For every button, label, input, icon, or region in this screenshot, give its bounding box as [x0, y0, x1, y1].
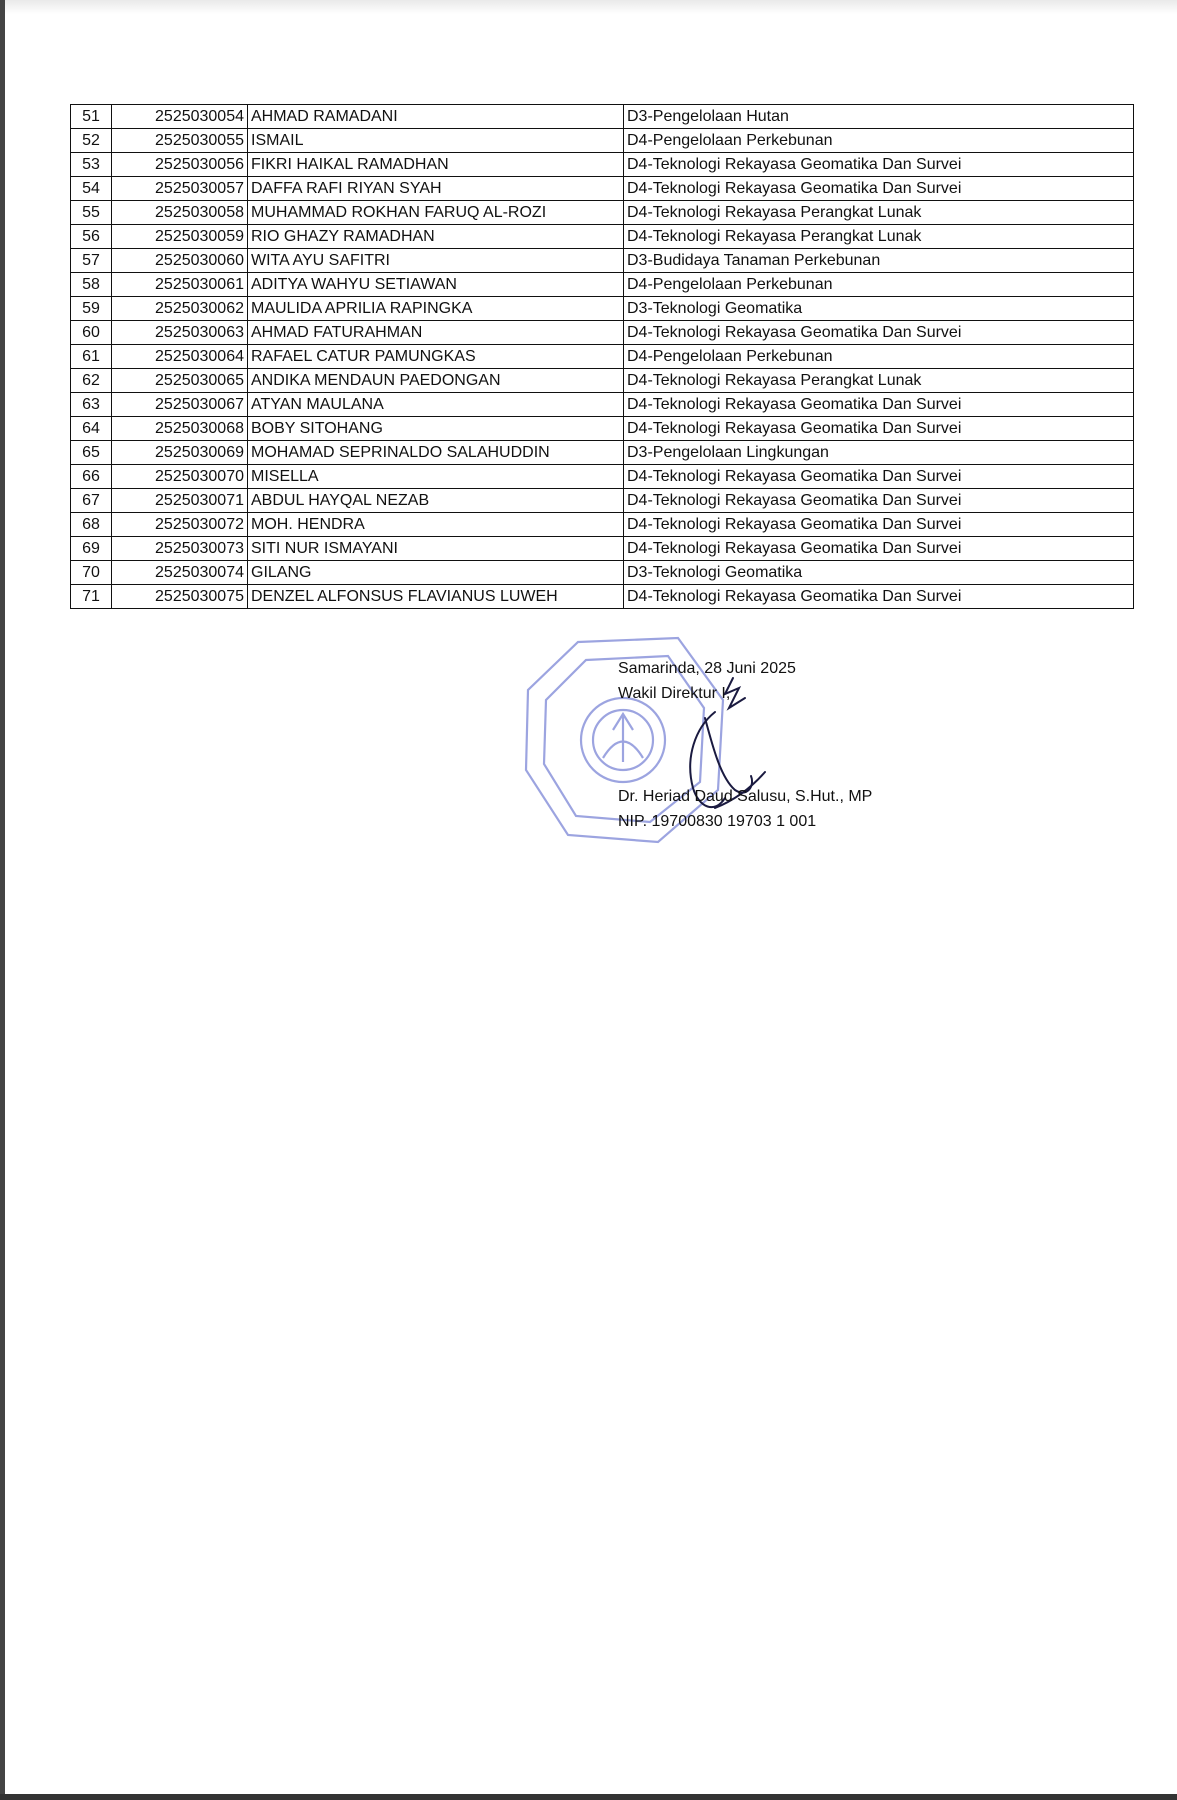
study-program: D4-Teknologi Rekayasa Perangkat Lunak	[624, 369, 1134, 393]
row-number: 55	[71, 201, 112, 225]
table-row	[71, 585, 1134, 609]
student-id: 2525030057	[112, 177, 248, 201]
signatory-nip: NIP. 19700830 19703 1 001	[618, 813, 817, 830]
student-id: 2525030067	[112, 393, 248, 417]
row-number: 58	[71, 273, 112, 297]
study-program: D4-Teknologi Rekayasa Geomatika Dan Survei	[624, 417, 1134, 441]
signature-space	[618, 706, 872, 784]
study-program: D4-Teknologi Rekayasa Geomatika Dan Survei	[624, 585, 1134, 609]
student-id: 2525030061	[112, 273, 248, 297]
study-program: D4-Pengelolaan Perkebunan	[624, 345, 1134, 369]
study-program: D4-Teknologi Rekayasa Perangkat Lunak	[624, 201, 1134, 225]
study-program: D4-Teknologi Rekayasa Geomatika Dan Survei	[624, 465, 1134, 489]
row-number: 54	[71, 177, 112, 201]
student-name: MUHAMMAD ROKHAN FARUQ AL-ROZI	[248, 201, 624, 225]
student-name: DAFFA RAFI RIYAN SYAH	[248, 177, 624, 201]
study-program: D4-Teknologi Rekayasa Geomatika Dan Survei	[624, 153, 1134, 177]
roster-body	[71, 105, 1134, 609]
row-number: 62	[71, 369, 112, 393]
row-number: 66	[71, 465, 112, 489]
row-number: 57	[71, 249, 112, 273]
study-program: D4-Teknologi Rekayasa Geomatika Dan Survei	[624, 513, 1134, 537]
table-row	[71, 153, 1134, 177]
table-row	[71, 225, 1134, 249]
signatory-name: Dr. Heriad Daud Salusu, S.Hut., MP	[618, 788, 873, 805]
table-row	[71, 513, 1134, 537]
student-name: MISELLA	[248, 465, 624, 489]
table-row	[71, 465, 1134, 489]
study-program: D3-Teknologi Geomatika	[624, 561, 1134, 585]
student-name: FIKRI HAIKAL RAMADHAN	[248, 153, 624, 177]
table-row	[71, 369, 1134, 393]
row-number: 64	[71, 417, 112, 441]
student-id: 2525030054	[112, 105, 248, 129]
student-id: 2525030060	[112, 249, 248, 273]
row-number: 60	[71, 321, 112, 345]
student-name: RAFAEL CATUR PAMUNGKAS	[248, 345, 624, 369]
table-row	[71, 537, 1134, 561]
table-row	[71, 441, 1134, 465]
student-name: MOHAMAD SEPRINALDO SALAHUDDIN	[248, 441, 624, 465]
student-id: 2525030071	[112, 489, 248, 513]
table-row	[71, 345, 1134, 369]
study-program: D3-Budidaya Tanaman Perkebunan	[624, 249, 1134, 273]
student-name: MOH. HENDRA	[248, 513, 624, 537]
student-id: 2525030074	[112, 561, 248, 585]
student-id: 2525030070	[112, 465, 248, 489]
student-id: 2525030073	[112, 537, 248, 561]
row-number: 71	[71, 585, 112, 609]
table-row	[71, 105, 1134, 129]
study-program: D4-Pengelolaan Perkebunan	[624, 129, 1134, 153]
row-number: 67	[71, 489, 112, 513]
table-row	[71, 393, 1134, 417]
row-number: 51	[71, 105, 112, 129]
table-row	[71, 177, 1134, 201]
table-row	[71, 417, 1134, 441]
student-name: BOBY SITOHANG	[248, 417, 624, 441]
student-name: ANDIKA MENDAUN PAEDONGAN	[248, 369, 624, 393]
study-program: D4-Pengelolaan Perkebunan	[624, 273, 1134, 297]
study-program: D4-Teknologi Rekayasa Geomatika Dan Survei	[624, 489, 1134, 513]
student-id: 2525030072	[112, 513, 248, 537]
student-id: 2525030062	[112, 297, 248, 321]
student-roster-table	[70, 104, 1134, 609]
table-row	[71, 201, 1134, 225]
study-program: D3-Pengelolaan Hutan	[624, 105, 1134, 129]
table-row	[71, 297, 1134, 321]
row-number: 68	[71, 513, 112, 537]
row-number: 52	[71, 129, 112, 153]
row-number: 61	[71, 345, 112, 369]
student-name: ABDUL HAYQAL NEZAB	[248, 489, 624, 513]
row-number: 63	[71, 393, 112, 417]
student-name: ISMAIL	[248, 129, 624, 153]
row-number: 59	[71, 297, 112, 321]
student-name: GILANG	[248, 561, 624, 585]
student-id: 2525030075	[112, 585, 248, 609]
table-row	[71, 129, 1134, 153]
table-row	[71, 273, 1134, 297]
study-program: D4-Teknologi Rekayasa Perangkat Lunak	[624, 225, 1134, 249]
student-id: 2525030065	[112, 369, 248, 393]
student-id: 2525030058	[112, 201, 248, 225]
table-row	[71, 561, 1134, 585]
study-program: D4-Teknologi Rekayasa Geomatika Dan Survei	[624, 321, 1134, 345]
table-row	[71, 321, 1134, 345]
student-id: 2525030064	[112, 345, 248, 369]
student-name: SITI NUR ISMAYANI	[248, 537, 624, 561]
student-id: 2525030059	[112, 225, 248, 249]
student-name: ATYAN MAULANA	[248, 393, 624, 417]
table-row	[71, 489, 1134, 513]
student-name: WITA AYU SAFITRI	[248, 249, 624, 273]
study-program: D4-Teknologi Rekayasa Geomatika Dan Survei	[624, 393, 1134, 417]
place-date: Samarinda, 28 Juni 2025	[618, 660, 796, 677]
student-name: MAULIDA APRILIA RAPINGKA	[248, 297, 624, 321]
row-number: 56	[71, 225, 112, 249]
study-program: D3-Pengelolaan Lingkungan	[624, 441, 1134, 465]
student-name: RIO GHAZY RAMADHAN	[248, 225, 624, 249]
student-name: DENZEL ALFONSUS FLAVIANUS LUWEH	[248, 585, 624, 609]
student-id: 2525030055	[112, 129, 248, 153]
row-number: 69	[71, 537, 112, 561]
row-number: 70	[71, 561, 112, 585]
study-program: D4-Teknologi Rekayasa Geomatika Dan Survei	[624, 177, 1134, 201]
scan-top-shadow	[0, 0, 1177, 14]
student-id: 2525030056	[112, 153, 248, 177]
row-number: 65	[71, 441, 112, 465]
table-row	[71, 249, 1134, 273]
signature-block	[618, 656, 872, 834]
student-id: 2525030069	[112, 441, 248, 465]
row-number: 53	[71, 153, 112, 177]
study-program: D4-Teknologi Rekayasa Geomatika Dan Survei	[624, 537, 1134, 561]
student-name: AHMAD RAMADANI	[248, 105, 624, 129]
student-name: ADITYA WAHYU SETIAWAN	[248, 273, 624, 297]
signatory-position: Wakil Direktur I,	[618, 685, 731, 702]
student-id: 2525030063	[112, 321, 248, 345]
scan-bottom-edge	[0, 1794, 1177, 1800]
study-program: D3-Teknologi Geomatika	[624, 297, 1134, 321]
scan-left-edge	[0, 0, 5, 1800]
student-id: 2525030068	[112, 417, 248, 441]
student-name: AHMAD FATURAHMAN	[248, 321, 624, 345]
